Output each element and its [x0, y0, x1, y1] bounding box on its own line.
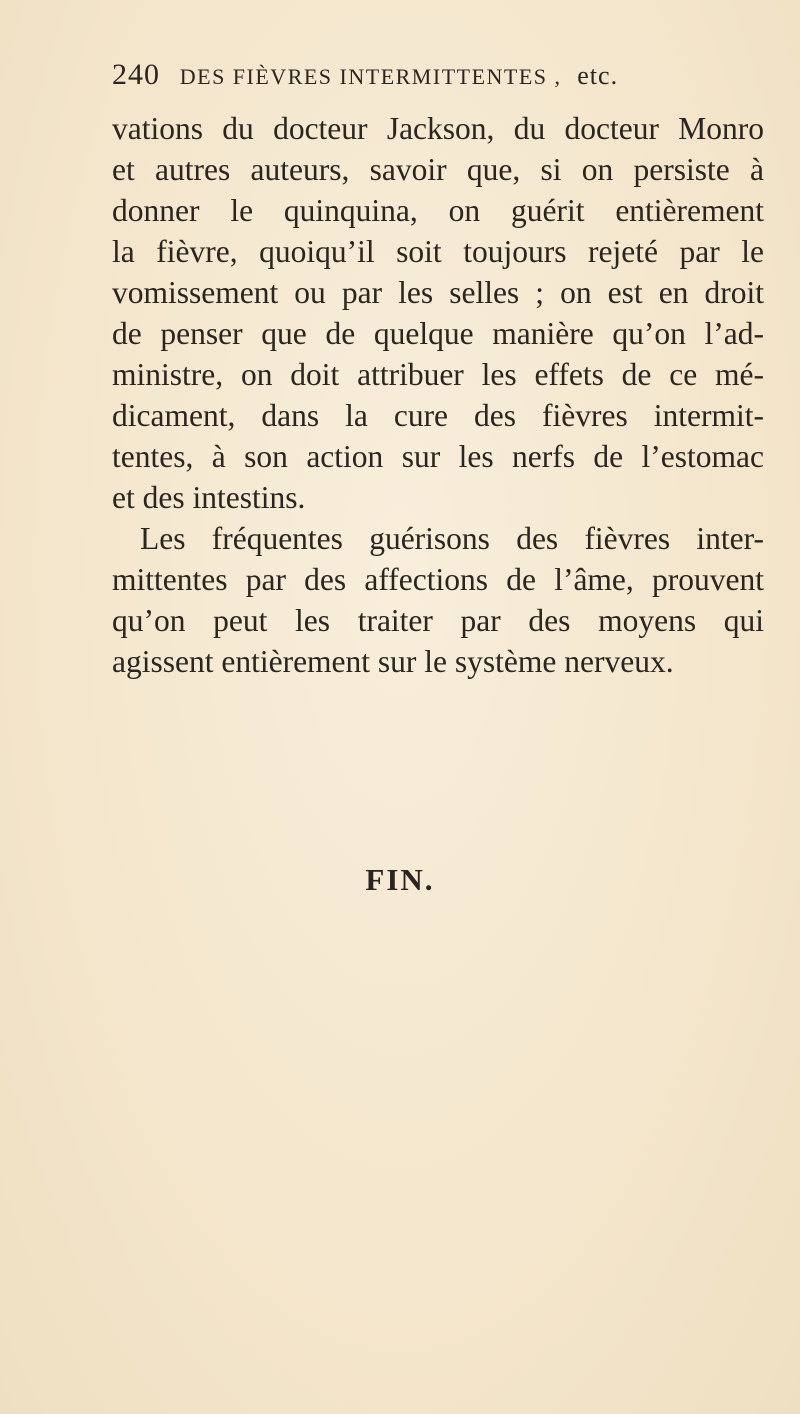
page-number: 240	[112, 58, 160, 91]
text-line: et autres auteurs, savoir que, si on persiste à	[112, 152, 764, 187]
end-mark: FIN.	[365, 862, 435, 897]
text-line: ministre, on doit attribuer les effets de ce mé-	[112, 357, 764, 392]
running-head	[112, 58, 752, 92]
text-line: dicament, dans la cure des fièvres intermit-	[112, 398, 764, 433]
text-line: la fièvre, quoiqu’il soit toujours rejeté par le	[112, 234, 764, 269]
paragraph-1	[112, 108, 764, 518]
paragraph-2	[112, 518, 764, 682]
text-line: et des intestins.	[112, 480, 306, 515]
text-line: de penser que de quelque manière qu’on l’ad-	[112, 316, 764, 351]
text-line: agissent entièrement sur le système nerveux.	[112, 644, 674, 679]
running-title: DES FIÈVRES INTERMITTENTES ,	[179, 64, 562, 89]
body-text	[112, 108, 764, 682]
text-line: Les fréquentes guérisons des fièvres inter-	[140, 521, 764, 556]
text-line: qu’on peut les traiter par des moyens qui	[112, 603, 764, 638]
text-line: mittentes par des affections de l’âme, prouvent	[112, 562, 764, 597]
text-line: vomissement ou par les selles ; on est en droit	[112, 275, 764, 310]
running-title-etc: etc.	[577, 61, 619, 90]
text-line: tentes, à son action sur les nerfs de l’estomac	[112, 439, 764, 474]
text-line: donner le quinquina, on guérit entièrement	[112, 193, 764, 228]
text-line: vations du docteur Jackson, du docteur Monro	[112, 111, 764, 146]
